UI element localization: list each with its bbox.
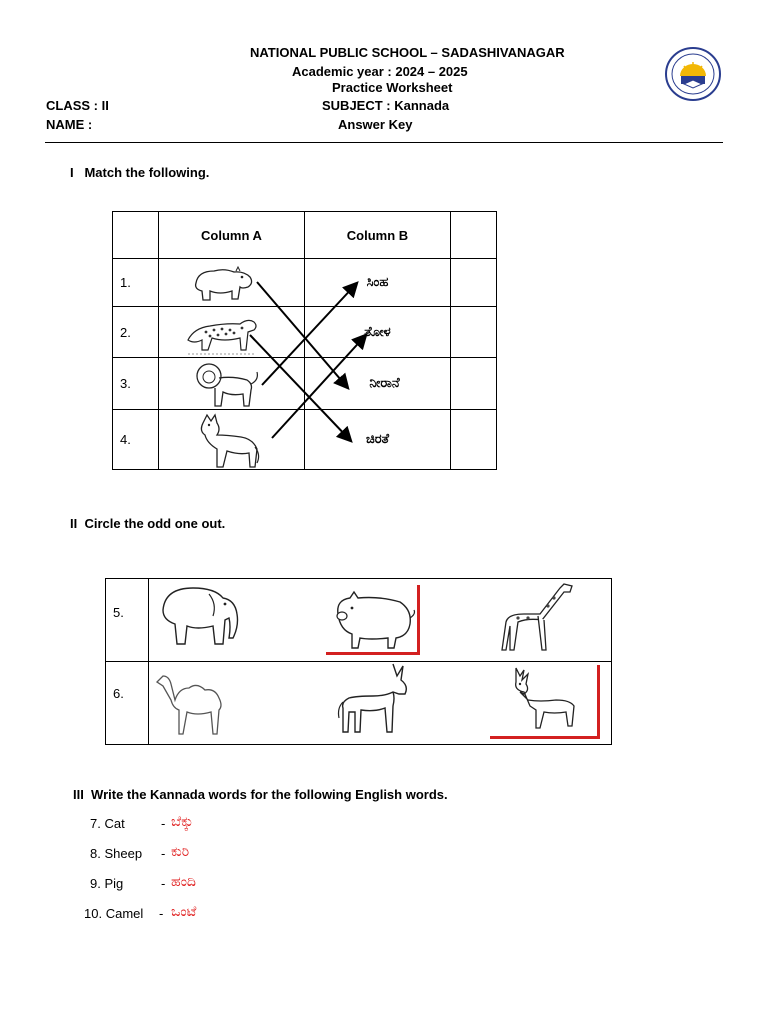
deer-icon [494, 666, 596, 734]
column-a-header: Column A [159, 212, 305, 259]
school-name: NATIONAL PUBLIC SCHOOL – SADASHIVANAGAR [250, 45, 565, 60]
vocab-item [84, 906, 143, 921]
arrow-3-to-1 [262, 284, 356, 385]
arrow-2-to-4 [250, 335, 350, 440]
vocab-answer: ಒಂಟೆ [171, 904, 197, 920]
donkey-icon [333, 662, 413, 734]
answer-key-label: Answer Key [338, 117, 413, 132]
vocab-dash: - [159, 906, 164, 921]
column-b-word: ಚಿರತೆ [305, 410, 451, 470]
vocab-number: 10. [84, 906, 103, 921]
vocab-dash: - [161, 816, 166, 831]
vocab-english: Sheep [104, 846, 143, 861]
row-number: 2. [113, 307, 159, 358]
column-b-word: ಸಿಂಹ [305, 259, 451, 307]
vocab-english: Camel [105, 906, 144, 921]
vocab-english: Cat [104, 816, 125, 831]
row-number: 6. [113, 686, 124, 701]
column-b-word: ತೋಳ [305, 307, 451, 358]
section-1-title: I Match the following. [70, 165, 210, 180]
vocab-dash: - [161, 876, 166, 891]
worksheet-title: Practice Worksheet [332, 80, 453, 95]
pig-icon [330, 588, 416, 652]
vocab-item [90, 846, 142, 861]
vocab-answer: ಬೆಕ್ಕು [171, 814, 194, 830]
arrow-4-to-2 [272, 336, 365, 438]
column-b-word: ನೀರಾನೆ [305, 358, 451, 410]
row-number: 4. [113, 410, 159, 470]
class-label: CLASS : II [46, 98, 109, 113]
giraffe-icon [498, 580, 578, 652]
vocab-item [90, 876, 123, 891]
vocab-answer: ಹಂದಿ [171, 874, 196, 890]
camel-icon [153, 664, 233, 736]
column-b-header: Column B [305, 212, 451, 259]
vocab-item [90, 816, 125, 831]
vocab-answer: ಕುರಿ [171, 844, 190, 860]
academic-year: Academic year : 2024 – 2025 [292, 64, 468, 79]
vocab-dash: - [161, 846, 166, 861]
section-2-title: II Circle the odd one out. [70, 516, 226, 531]
vocab-number: 8. [90, 846, 101, 861]
name-label: NAME : [46, 117, 93, 132]
row-number: 5. [113, 605, 124, 620]
subject-label: SUBJECT : Kannada [322, 98, 450, 113]
vocab-english: Pig [104, 876, 124, 891]
row-number: 3. [113, 358, 159, 410]
section-3-title: III Write the Kannada words for the following English words. [73, 787, 448, 802]
elephant-icon [153, 580, 243, 650]
vocab-number: 9. [90, 876, 101, 891]
vocab-number: 7. [90, 816, 101, 831]
row-number: 1. [113, 259, 159, 307]
